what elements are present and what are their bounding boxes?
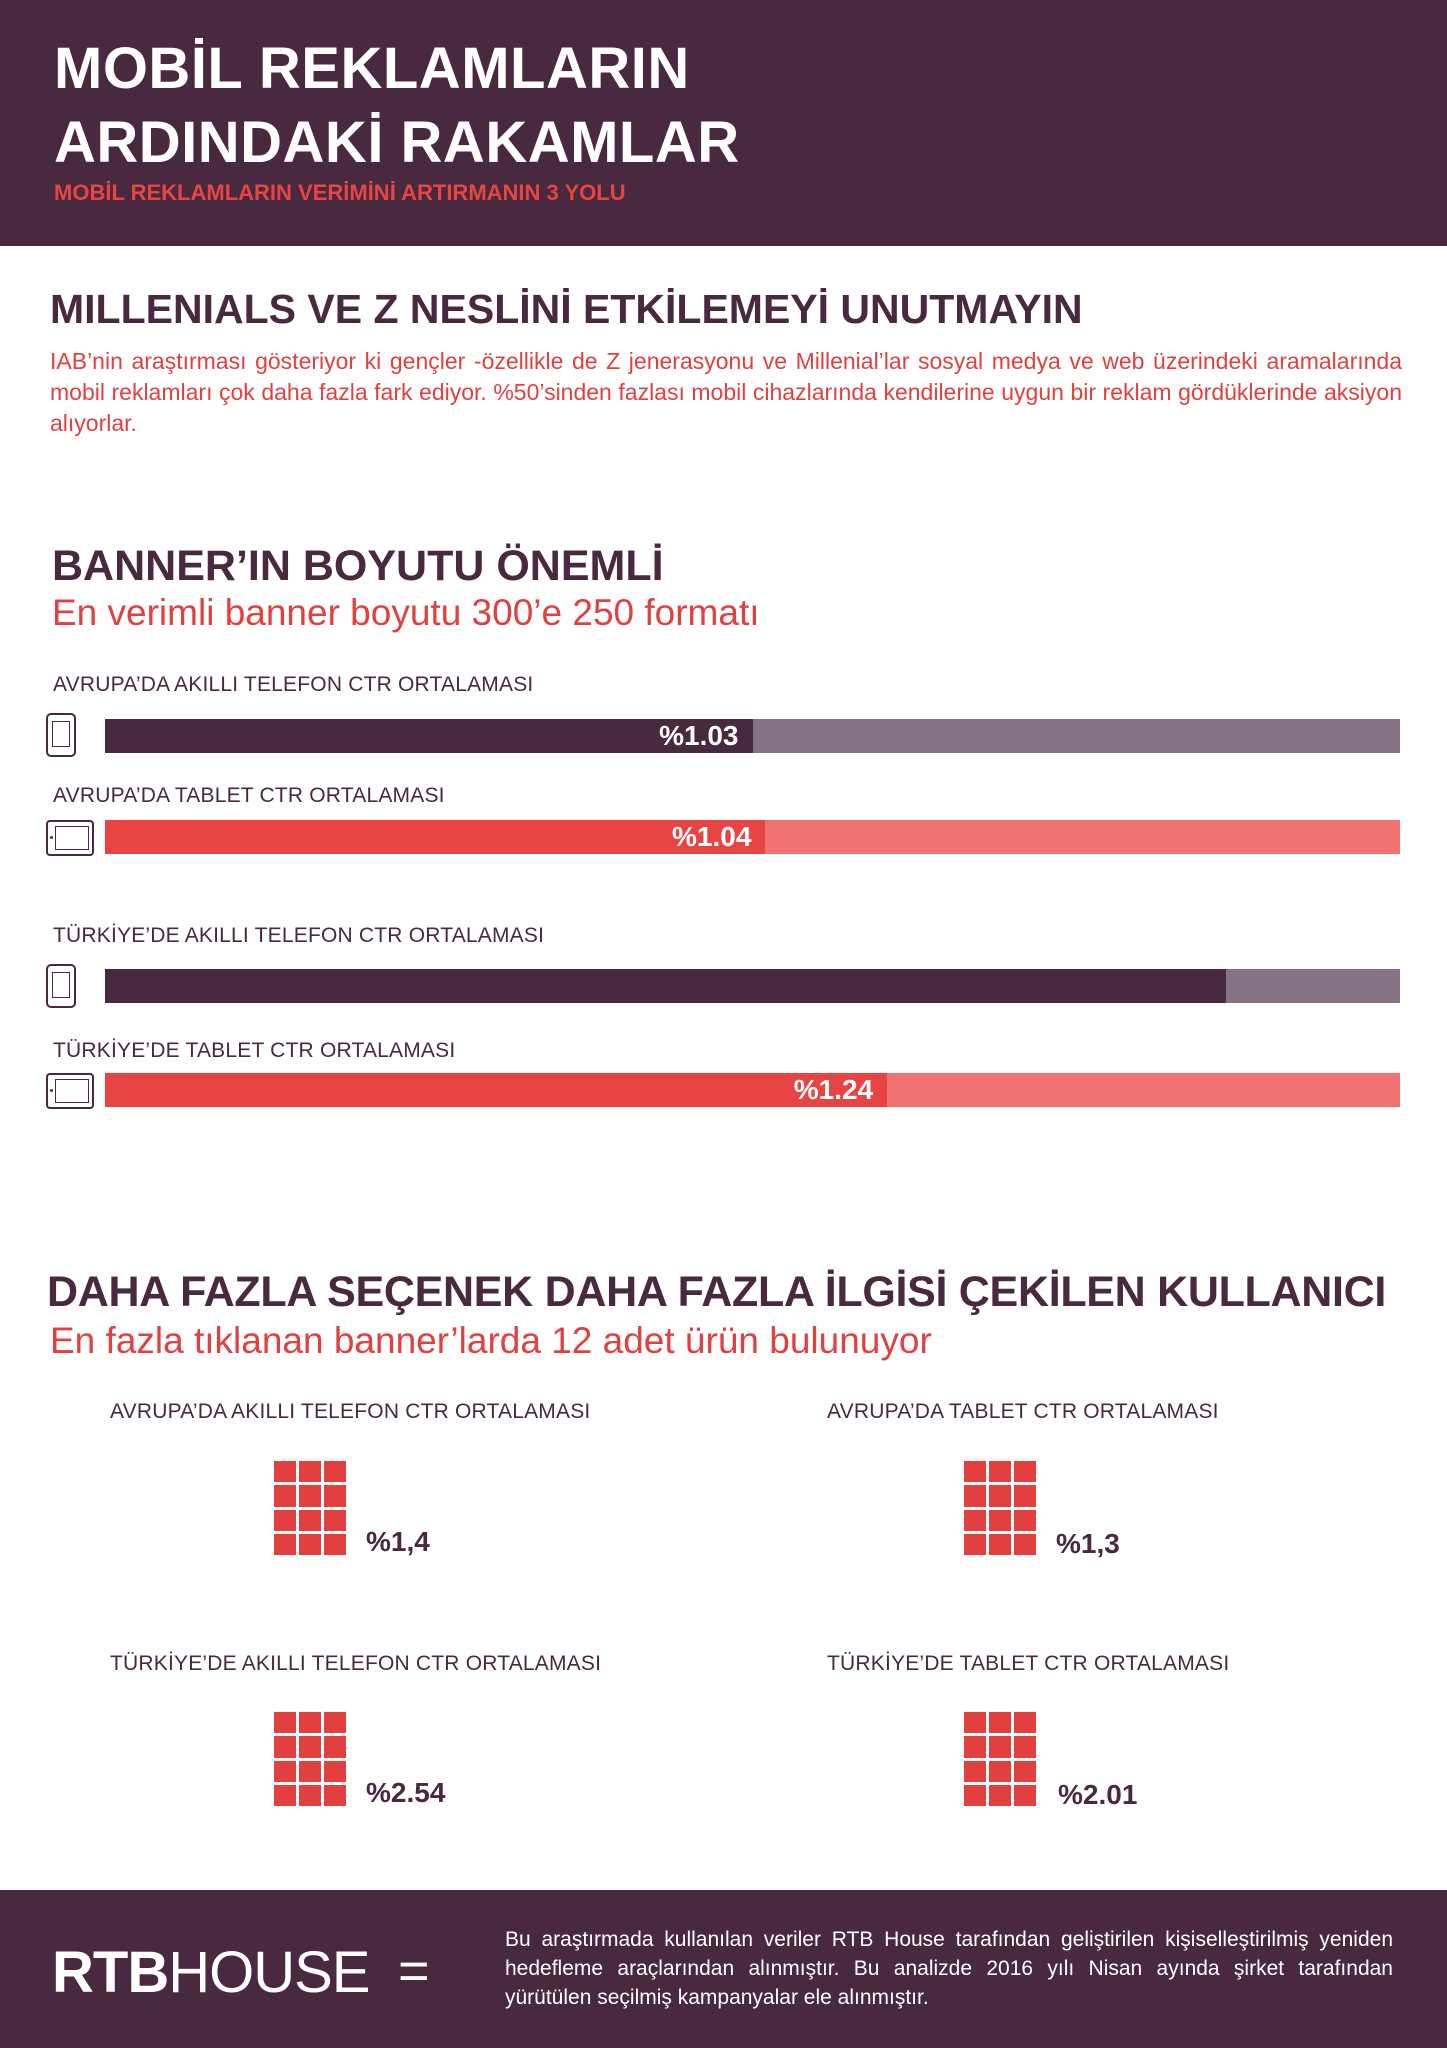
page-title <box>54 32 740 180</box>
ctr-bar-fill <box>105 820 765 854</box>
grid-item-label: AVRUPA’DA AKILLI TELEFON CTR ORTALAMASI <box>110 1400 591 1423</box>
ctr-bar-fill <box>105 1073 887 1107</box>
section3-title: DAHA FAZLA SEÇENEK DAHA FAZLA İLGİSİ ÇEKİLEN KULLANICI <box>47 1268 1387 1316</box>
section1-title: MILLENIALS VE Z NESLİNİ ETKİLEMEYİ UNUTMAYIN <box>50 286 1083 332</box>
section1-body: IAB’nin araştırması gösteriyor ki gençler -özellikle de Z jenerasyonu ve Millenial’lar sosyal medya ve web üzerindeki aramalarında mobil reklamları çok daha fazla fark ediyor. %50’sinden fazlası mobil cihazlarında kendilerine uygun bir reklam gördüklerinde aksiyon alıyorlar. <box>50 348 1402 436</box>
tablet-icon <box>46 1073 94 1109</box>
logo-bold: RTB <box>52 1940 169 2005</box>
phone-icon <box>46 964 76 1008</box>
grid-item-label: TÜRKİYE’DE AKILLI TELEFON CTR ORTALAMASI <box>110 1652 602 1675</box>
ctr-bar-value: %1.24 <box>793 1074 874 1105</box>
page-title-line1: MOBİL REKLAMLARIN <box>54 36 690 101</box>
product-grid-icon <box>274 1712 346 1806</box>
phone-icon <box>46 713 76 757</box>
grid-item-value: %1,4 <box>366 1526 430 1557</box>
ctr-bar <box>105 1073 1400 1107</box>
ctr-bar <box>105 820 1400 854</box>
rtb-house-logo <box>52 1939 369 2006</box>
bar-label: TÜRKİYE’DE TABLET CTR ORTALAMASI <box>53 1039 456 1062</box>
ctr-bar <box>105 719 1400 753</box>
grid-item-value: %1,3 <box>1056 1528 1120 1559</box>
section3-subtitle: En fazla tıklanan banner’larda 12 adet ürün bulunuyor <box>50 1320 932 1361</box>
ctr-bar <box>105 969 1400 1003</box>
grid-item-value: %2.01 <box>1058 1779 1138 1810</box>
product-grid-icon <box>964 1712 1036 1806</box>
equals-sign: = <box>398 1941 430 2001</box>
section2-title: BANNER’IN BOYUTU ÖNEMLİ <box>52 542 664 590</box>
product-grid-icon <box>964 1461 1036 1555</box>
grid-item-label: AVRUPA’DA TABLET CTR ORTALAMASI <box>827 1400 1219 1423</box>
ctr-bar-value: %1.04 <box>672 821 752 852</box>
page-title-line2: ARDINDAKİ RAKAMLAR <box>54 110 740 175</box>
bar-label: AVRUPA’DA AKILLI TELEFON CTR ORTALAMASI <box>53 673 534 696</box>
page-subtitle: MOBİL REKLAMLARIN VERİMİNİ ARTIRMANIN 3 YOLU <box>54 180 626 205</box>
grid-item-label: TÜRKİYE’DE TABLET CTR ORTALAMASI <box>827 1652 1230 1675</box>
logo-light: HOUSE <box>168 1940 370 2005</box>
bar-label: TÜRKİYE’DE AKILLI TELEFON CTR ORTALAMASI <box>53 924 545 947</box>
grid-item-value: %2.54 <box>366 1777 446 1808</box>
ctr-bar-value: %1.03 <box>659 720 739 751</box>
tablet-icon <box>46 820 94 856</box>
product-grid-icon <box>274 1461 346 1555</box>
bar-label: AVRUPA’DA TABLET CTR ORTALAMASI <box>53 784 445 807</box>
ctr-bar-fill <box>105 719 753 753</box>
ctr-bar-fill <box>105 969 1226 1003</box>
footer-text: Bu araştırmada kullanılan veriler RTB House tarafından geliştirilen kişiselleştirilmiş yeniden hedefleme araçlarından alınmıştır. Bu analizde 2016 yılı Nisan ayında şirket tarafından yürütülen seçilmiş kampanyalar ele alınmıştır. <box>505 1928 1393 2009</box>
section2-subtitle: En verimli banner boyutu 300’e 250 formatı <box>52 592 760 633</box>
